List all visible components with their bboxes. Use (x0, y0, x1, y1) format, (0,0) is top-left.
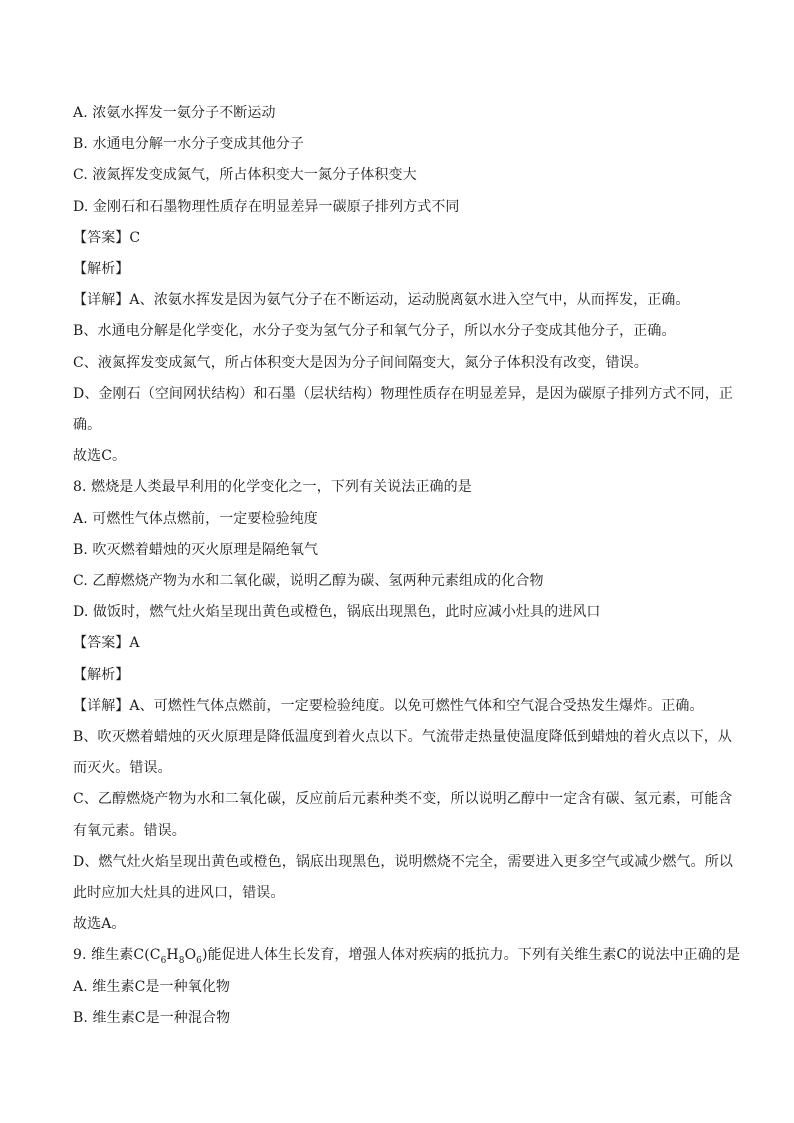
q8-option-d: D. 做饭时，燃气灶火焰呈现出黄色或橙色，锅底出现黑色，此时应减小灶具的进风口 (73, 604, 601, 620)
q8-detail-b-line1: B、吹灭燃着蜡烛的灭火原理是降低温度到着火点以下。气流带走热量使温度降低到蜡烛的着火点以下，从 (73, 729, 732, 745)
q7-answer: 【答案】C (73, 230, 141, 246)
q8-option-c: C. 乙醇燃烧产物为水和二氧化碳，说明乙醇为碳、氢两种元素组成的化合物 (73, 573, 544, 589)
q7-detail-c: C、液氮挥发变成氮气，所占体积变大是因为分子间间隔变大，氮分子体积没有改变，错误。 (73, 355, 648, 371)
q9-stem (73, 946, 741, 966)
q9-option-b: B. 维生素C是一种混合物 (73, 1010, 231, 1026)
q8-option-b: B. 吹灭燃着蜡烛的灭火原理是隔绝氧气 (73, 542, 319, 558)
q9-stem-h: H (166, 947, 179, 963)
q7-detail-a: 【详解】A、浓氨水挥发是因为氨气分子在不断运动，运动脱离氨水进入空气中，从而挥发，正确。 (73, 292, 690, 308)
q8-detail-a: 【详解】A、可燃性气体点燃前，一定要检验纯度。以免可燃性气体和空气混合受热发生爆炸。正确。 (73, 698, 704, 714)
q7-detail-d-line2: 确。 (73, 417, 102, 433)
q7-option-d: D. 金刚石和石墨物理性质存在明显差异一碳原子排列方式不同 (73, 199, 460, 215)
q9-sub-h: 8 (178, 955, 185, 966)
q7-option-c: C. 液氮挥发变成氮气，所占体积变大一氮分子体积变大 (73, 167, 417, 183)
q8-stem: 8. 燃烧是人类最早利用的化学变化之一，下列有关说法正确的是 (73, 479, 472, 495)
q8-detail-c-line2: 有氧元素。错误。 (73, 823, 186, 839)
q9-option-a: A. 维生素C是一种氧化物 (73, 979, 231, 995)
q8-detail-d-line2: 此时应加大灶具的进风口，错误。 (73, 885, 285, 901)
q8-conclusion: 故选A。 (73, 916, 126, 932)
q9-stem-prefix: 9. 维生素C(C (73, 947, 161, 963)
q8-option-a: A. 可燃性气体点燃前，一定要检验纯度 (73, 511, 318, 527)
q9-sub-c: 6 (160, 955, 167, 966)
q8-detail-b-line2: 而灭火。错误。 (73, 760, 172, 776)
q7-detail-d-line1: D、金刚石（空间网状结构）和石墨（层状结构）物理性质存在明显差异，是因为碳原子排列方式不同，正 (73, 386, 733, 402)
q7-detail-b: B、水通电分解是化学变化，水分子变为氢气分子和氧气分子，所以水分子变成其他分子，正确。 (73, 323, 676, 339)
q9-sub-o: 6 (196, 955, 202, 966)
q9-stem-o: O (184, 947, 197, 963)
q7-option-a: A. 浓氨水挥发一氨分子不断运动 (73, 105, 276, 121)
q7-analysis-label: 【解析】 (73, 261, 130, 277)
q8-detail-d-line1: D、燃气灶火焰呈现出黄色或橙色，锅底出现黑色，说明燃烧不完全，需要进入更多空气或减少燃气。所以 (73, 854, 733, 870)
q8-analysis-label: 【解析】 (73, 667, 130, 683)
q8-detail-c-line1: C、乙醇燃烧产物为水和二氧化碳，反应前后元素种类不变，所以说明乙醇中一定含有碳、氢元素，可能含 (73, 791, 733, 807)
q9-stem-suffix: )能促进人体生长发育，增强人体对疾病的抵抗力。下列有关维生素C的说法中正确的是 (201, 947, 741, 963)
q7-conclusion: 故选C。 (73, 448, 127, 464)
q7-option-b: B. 水通电分解一水分子变成其他分子 (73, 136, 304, 152)
q8-answer: 【答案】A (73, 635, 140, 651)
